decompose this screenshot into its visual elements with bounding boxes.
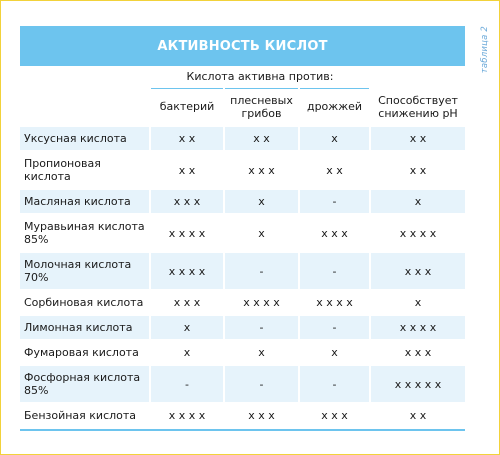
table-row [20, 290, 465, 315]
table-row [20, 151, 465, 189]
activity-cell: - [224, 252, 299, 290]
table-row [20, 403, 465, 428]
activity-cell: x x [224, 126, 299, 151]
activity-cell: x [224, 189, 299, 214]
activity-cell: x x x x x [370, 365, 465, 403]
column-header-yeast: дрожжей [299, 88, 370, 126]
activity-cell: x x [150, 126, 224, 151]
activity-cell: x x x [224, 151, 299, 189]
activity-cell: x x [370, 126, 465, 151]
activity-cell: - [299, 365, 370, 403]
acid-name: Масляная кислота [20, 189, 150, 214]
activity-cell: x [370, 290, 465, 315]
activity-cell: - [150, 365, 224, 403]
group-header: Кислота активна против: [150, 66, 370, 88]
table-row [20, 340, 465, 365]
activity-cell: x x [370, 151, 465, 189]
table-title: АКТИВНОСТЬ КИСЛОТ [20, 26, 465, 66]
activity-cell: x x x [370, 340, 465, 365]
activity-cell: - [224, 365, 299, 403]
header-empty-cell [20, 66, 150, 88]
column-header-ph: Способствует снижению pH [370, 88, 465, 126]
acid-name: Молочная кислота 70% [20, 252, 150, 290]
activity-cell: x x x x [370, 315, 465, 340]
table-row [20, 214, 465, 252]
activity-cell: x x x x [299, 290, 370, 315]
acid-name: Муравьиная кислота 85% [20, 214, 150, 252]
activity-cell: - [299, 252, 370, 290]
acid-name: Пропионовая кислота [20, 151, 150, 189]
activity-cell: x x x [150, 189, 224, 214]
activity-cell: x x [150, 151, 224, 189]
activity-cell: - [299, 189, 370, 214]
acid-name: Лимонная кислота [20, 315, 150, 340]
activity-cell: x [224, 340, 299, 365]
header-row-columns [20, 88, 465, 126]
activity-cell: x x x [299, 214, 370, 252]
activity-cell: x x x x [150, 214, 224, 252]
activity-cell: x x x [299, 403, 370, 428]
header-empty-cell [370, 66, 465, 88]
activity-cell: x x [370, 403, 465, 428]
activity-cell: x x x x [224, 290, 299, 315]
header-row-group [20, 66, 465, 88]
activity-cell: x x x [224, 403, 299, 428]
table-number-tag: таблица 2 [480, 26, 490, 74]
activity-cell: x [299, 340, 370, 365]
activity-cell: x [299, 126, 370, 151]
activity-cell: - [299, 315, 370, 340]
activity-cell: x [150, 315, 224, 340]
activity-cell: x x x [370, 252, 465, 290]
activity-cell: x x x x [150, 252, 224, 290]
acid-activity-table [20, 66, 465, 429]
header-name-cell [20, 88, 150, 126]
table-bottom-rule [20, 429, 465, 431]
activity-cell: x x x x [150, 403, 224, 428]
table-row [20, 126, 465, 151]
acid-name: Фумаровая кислота [20, 340, 150, 365]
activity-cell: x x x [150, 290, 224, 315]
table-row [20, 365, 465, 403]
acid-name: Фосфорная кислота 85% [20, 365, 150, 403]
table-row [20, 189, 465, 214]
acid-name: Бензойная кислота [20, 403, 150, 428]
acid-name: Сорбиновая кислота [20, 290, 150, 315]
column-header-molds: плесневых грибов [224, 88, 299, 126]
activity-cell: x [370, 189, 465, 214]
activity-cell: x [150, 340, 224, 365]
table-row [20, 315, 465, 340]
acid-name: Уксусная кислота [20, 126, 150, 151]
activity-cell: - [224, 315, 299, 340]
activity-cell: x [224, 214, 299, 252]
activity-cell: x x [299, 151, 370, 189]
activity-cell: x x x x [370, 214, 465, 252]
column-header-bacteria: бактерий [150, 88, 224, 126]
acid-activity-table-container [20, 26, 465, 431]
table-row [20, 252, 465, 290]
